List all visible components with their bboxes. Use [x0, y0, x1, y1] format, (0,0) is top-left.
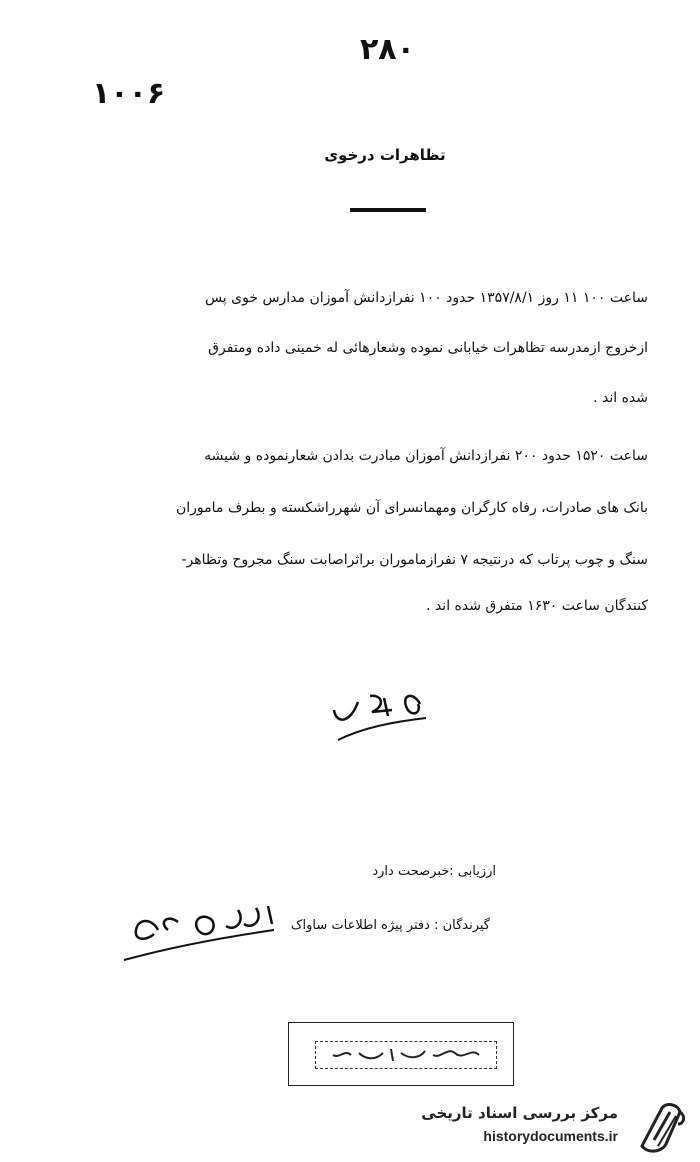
paragraph-2-line-4: کنندگان ساعت ۱۶۳۰ متفرق شده اند .	[426, 598, 648, 614]
assessment-line: ارزیابی :خبرصحت دارد	[372, 864, 496, 879]
paragraph-1-line-3: شده اند .	[593, 390, 648, 406]
document-title: تظاهرات درخوی	[324, 146, 446, 164]
handwritten-signature-left	[118, 900, 278, 980]
paragraph-2-line-3: سنگ و چوب پرتاب که درنتیجه ۷ نفرازماموران براثراصابت سنگ مجروح وتظاهر-	[181, 552, 648, 568]
stamp-handwriting	[329, 1043, 489, 1065]
document-page-number: ۲۸۰	[360, 32, 415, 67]
archive-logo-text: مرکز بررسی اسناد تاریخی	[421, 1104, 618, 1122]
paragraph-1-line-2: ازخروج ازمدرسه تظاهرات خیابانی نموده وشعارهائی له خمینی داده ومتفرق	[208, 340, 648, 356]
paragraph-2-line-1: ساعت ۱۵۲۰ حدود ۲۰۰ نفرازدانش آموزان مبادرت بدادن شعارنموده و شیشه	[204, 448, 648, 464]
paragraph-2-line-2: بانک های صادرات، رفاه کارگران ومهمانسرای آن شهرراشکسته و بطرف ماموران	[176, 500, 648, 516]
archive-stamp	[288, 1022, 514, 1086]
handwritten-signature-middle	[322, 684, 432, 744]
archive-logo-url: historydocuments.ir	[483, 1128, 618, 1144]
paragraph-1-line-1: ساعت ۱۰۰ ۱۱ روز ۱۳۵۷/۸/۱ حدود ۱۰۰ نفرازدانش آموزان مدارس خوی پس	[204, 290, 648, 306]
recipients-line: گیرندگان : دفتر پیژه اطلاعات ساواک	[290, 918, 490, 933]
title-underline	[350, 208, 426, 212]
document-scroll-icon	[636, 1100, 688, 1154]
document-reference-number: ۱۰۰۶	[92, 76, 166, 111]
